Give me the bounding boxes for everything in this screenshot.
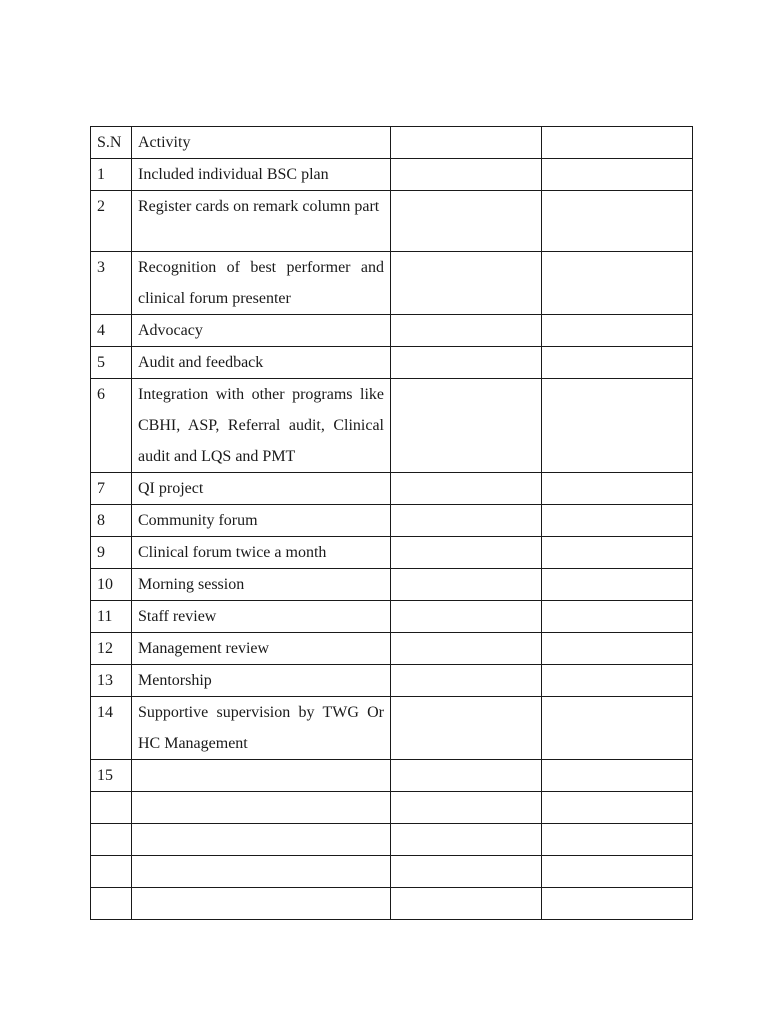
row-activity: Audit and feedback	[132, 347, 391, 379]
row-sn: 11	[91, 601, 132, 633]
row-col4	[542, 347, 693, 379]
row-activity: Included individual BSC plan	[132, 159, 391, 191]
row-activity: Staff review	[132, 601, 391, 633]
header-activity: Activity	[132, 127, 391, 159]
row-sn: 1	[91, 159, 132, 191]
row-col4	[542, 159, 693, 191]
table-row	[91, 601, 693, 633]
row-sn: 12	[91, 633, 132, 665]
table-header-row	[91, 127, 693, 159]
row-activity: Integration with other programs like CBHI, ASP, Referral audit, Clinical audit and LQS and PMT	[132, 379, 391, 473]
row-activity: Management review	[132, 633, 391, 665]
activity-table	[90, 126, 693, 920]
row-col4	[542, 315, 693, 347]
row-activity: Recognition of best performer and clinical forum presenter	[132, 252, 391, 315]
row-col4	[542, 888, 693, 920]
row-col4	[542, 569, 693, 601]
table-row	[91, 633, 693, 665]
row-activity: Advocacy	[132, 315, 391, 347]
table-row	[91, 315, 693, 347]
row-activity	[132, 888, 391, 920]
row-sn: 7	[91, 473, 132, 505]
row-col3	[391, 537, 542, 569]
row-sn: 2	[91, 191, 132, 252]
table-row	[91, 856, 693, 888]
row-col3	[391, 760, 542, 792]
row-col3	[391, 856, 542, 888]
table-row	[91, 347, 693, 379]
row-col4	[542, 697, 693, 760]
row-sn: 5	[91, 347, 132, 379]
row-col3	[391, 888, 542, 920]
row-sn: 4	[91, 315, 132, 347]
row-col4	[542, 252, 693, 315]
row-col3	[391, 792, 542, 824]
row-sn	[91, 792, 132, 824]
table-row	[91, 537, 693, 569]
header-col4	[542, 127, 693, 159]
row-activity: Morning session	[132, 569, 391, 601]
header-col3	[391, 127, 542, 159]
row-activity: Mentorship	[132, 665, 391, 697]
row-col4	[542, 601, 693, 633]
row-col3	[391, 697, 542, 760]
row-col3	[391, 569, 542, 601]
row-sn: 3	[91, 252, 132, 315]
table-row	[91, 252, 693, 315]
row-activity: QI project	[132, 473, 391, 505]
row-col4	[542, 633, 693, 665]
row-col4	[542, 379, 693, 473]
table-row	[91, 888, 693, 920]
row-col3	[391, 505, 542, 537]
table-row	[91, 379, 693, 473]
row-col4	[542, 505, 693, 537]
row-sn: 10	[91, 569, 132, 601]
table-row	[91, 760, 693, 792]
row-col4	[542, 824, 693, 856]
row-col3	[391, 665, 542, 697]
row-activity	[132, 760, 391, 792]
row-activity	[132, 792, 391, 824]
row-sn	[91, 888, 132, 920]
row-sn: 15	[91, 760, 132, 792]
header-sn: S.N	[91, 127, 132, 159]
table-row	[91, 191, 693, 252]
row-sn: 8	[91, 505, 132, 537]
row-col3	[391, 633, 542, 665]
table-row	[91, 569, 693, 601]
table-row	[91, 473, 693, 505]
table-row	[91, 824, 693, 856]
row-col3	[391, 473, 542, 505]
table-row	[91, 159, 693, 191]
row-sn: 6	[91, 379, 132, 473]
row-col4	[542, 665, 693, 697]
row-activity	[132, 824, 391, 856]
row-col3	[391, 191, 542, 252]
row-col3	[391, 315, 542, 347]
table-row	[91, 792, 693, 824]
row-col4	[542, 792, 693, 824]
row-col3	[391, 347, 542, 379]
row-col3	[391, 824, 542, 856]
row-activity: Community forum	[132, 505, 391, 537]
row-activity: Register cards on remark column part	[132, 191, 391, 252]
row-col3	[391, 159, 542, 191]
table-row	[91, 505, 693, 537]
table-row	[91, 697, 693, 760]
row-col4	[542, 473, 693, 505]
row-sn	[91, 856, 132, 888]
row-sn: 14	[91, 697, 132, 760]
row-sn: 13	[91, 665, 132, 697]
row-activity: Clinical forum twice a month	[132, 537, 391, 569]
row-col3	[391, 252, 542, 315]
row-col4	[542, 537, 693, 569]
row-col4	[542, 191, 693, 252]
row-col3	[391, 379, 542, 473]
row-activity	[132, 856, 391, 888]
row-col4	[542, 760, 693, 792]
row-col4	[542, 856, 693, 888]
table-row	[91, 665, 693, 697]
row-sn	[91, 824, 132, 856]
row-sn: 9	[91, 537, 132, 569]
row-activity: Supportive supervision by TWG Or HC Management	[132, 697, 391, 760]
row-col3	[391, 601, 542, 633]
